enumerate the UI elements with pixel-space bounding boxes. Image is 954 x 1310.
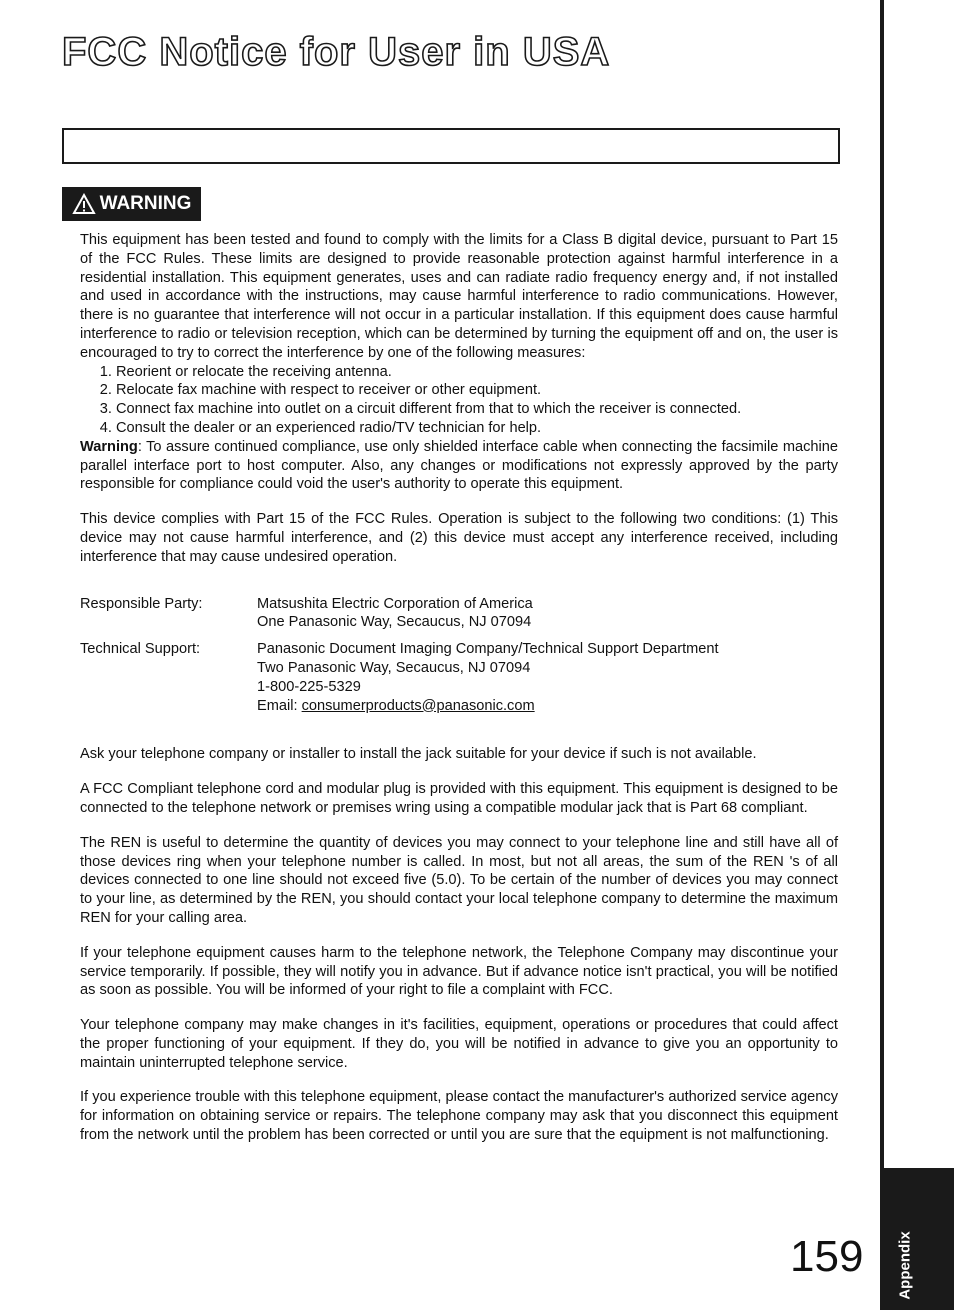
responsible-party-address: One Panasonic Way, Secaucus, NJ 07094 — [257, 614, 532, 631]
measure-item: 3. Connect fax machine into outlet on a circuit different from that to which the receiver is connected. — [116, 400, 838, 419]
technical-support-address: Two Panasonic Way, Secaucus, NJ 07094 — [257, 659, 531, 676]
responsible-party-details — [257, 595, 838, 633]
warning-badge — [62, 187, 201, 221]
page-number: 159 — [790, 1232, 864, 1281]
contact-table — [80, 595, 838, 716]
responsible-party-row — [80, 595, 838, 633]
responsible-party-label: Responsible Party: — [80, 595, 203, 612]
technical-support-details — [257, 640, 838, 715]
responsible-party-name: Matsushita Electric Corporation of America — [257, 595, 533, 612]
empty-frame-box — [62, 128, 840, 164]
notice-content — [80, 231, 838, 1145]
warning-text: : To assure continued compliance, use only shielded interface cable when connecting the facsimile machine parallel interface port to host computer. Also, any changes or modifications not expressly approved by the party responsible for compliance could void the user's authority to operate this equipment. — [80, 438, 838, 493]
warning-label: Warning — [80, 438, 138, 455]
technical-support-name: Panasonic Document Imaging Company/Technical Support Department — [257, 641, 719, 658]
email-link[interactable]: consumerproducts@panasonic.com — [301, 697, 535, 714]
jack-paragraph: Ask your telephone company or installer to install the jack suitable for your device if such is not available. — [80, 746, 757, 763]
section-tab-text: Appendix — [896, 1230, 914, 1300]
page-title: FCC Notice for User in USA — [62, 30, 611, 74]
intro-paragraph: This equipment has been tested and found to comply with the limits for a Class B digital device, pursuant to Part 15 of the FCC Rules. These limits are designed to provide reasonable protection against harmful interference in a residential installation. This equipment generates, uses and can radiate radio frequency energy and, if not installed and used in accordance with the instructions, may cause harmful interference to radio communications. However, there is no guarantee that interference will not occur in a particular installation. If this equipment does cause harmful interference to radio or television reception, which can be determined by turning the equipment off and on, the user is encouraged to try to correct the interference by one of the following measures: — [80, 232, 838, 361]
measures-list — [80, 363, 838, 438]
warning-triangle-icon — [72, 193, 96, 215]
harm-paragraph: If your telephone equipment causes harm to the telephone network, the Telephone Company may discontinue your service temporarily. If possible, they will notify you in advance. But if advance notice isn't practical, you will be notified as soon as possible. You will be informed of your right to file a complaint with FCC. — [80, 944, 838, 999]
warning-paragraph — [80, 438, 838, 494]
measure-item: 1. Reorient or relocate the receiving antenna. — [116, 363, 838, 382]
right-edge-bar — [880, 0, 884, 1310]
technical-support-label: Technical Support: — [80, 641, 201, 658]
compliance-paragraph: This device complies with Part 15 of the FCC Rules. Operation is subject to the following two conditions: (1) This device may not cause harmful interference, and (2) this device must accept any interference received, including interference that may cause undesired operation. — [80, 511, 838, 565]
measure-item: 4. Consult the dealer or an experienced radio/TV technician for help. — [116, 419, 838, 438]
cord-paragraph: A FCC Compliant telephone cord and modular plug is provided with this equipment. This equipment is designed to be connected to the telephone network or premises wring using a compatible modular jack that is Part 68 compliant. — [80, 781, 838, 816]
technical-support-phone: 1-800-225-5329 — [257, 678, 361, 695]
changes-paragraph: Your telephone company may make changes in it's facilities, equipment, operations or procedures that could affect the proper functioning of your equipment. If they do, you will be notified in advance to give you an opportunity to maintain uninterrupted telephone service. — [80, 1017, 838, 1071]
measure-item: 2. Relocate fax machine with respect to receiver or other equipment. — [116, 381, 838, 400]
technical-support-email-line — [257, 697, 838, 716]
warning-badge-label: WARNING — [99, 193, 192, 214]
email-label: Email: — [257, 697, 302, 714]
section-tab-label — [890, 1222, 920, 1308]
ren-paragraph: The REN is useful to determine the quantity of devices you may connect to your telephone line and still have all of those devices ring when your telephone number is called. In most, but not all areas, the sum of the REN 's of all devices connected to one line should not exceed five (5.0). To be certain of the number of devices you may connect to your line, as determined by the REN, you should contact your local telephone company to determine the maximum REN for your calling area. — [80, 834, 838, 926]
technical-support-row — [80, 640, 838, 715]
trouble-paragraph: If you experience trouble with this telephone equipment, please contact the manufacturer's authorized service agency for information on obtaining service or repairs. The telephone company may ask that you disconnect this equipment from the network until the problem has been corrected or until you are sure that the equipment is not malfunctioning. — [80, 1089, 838, 1144]
